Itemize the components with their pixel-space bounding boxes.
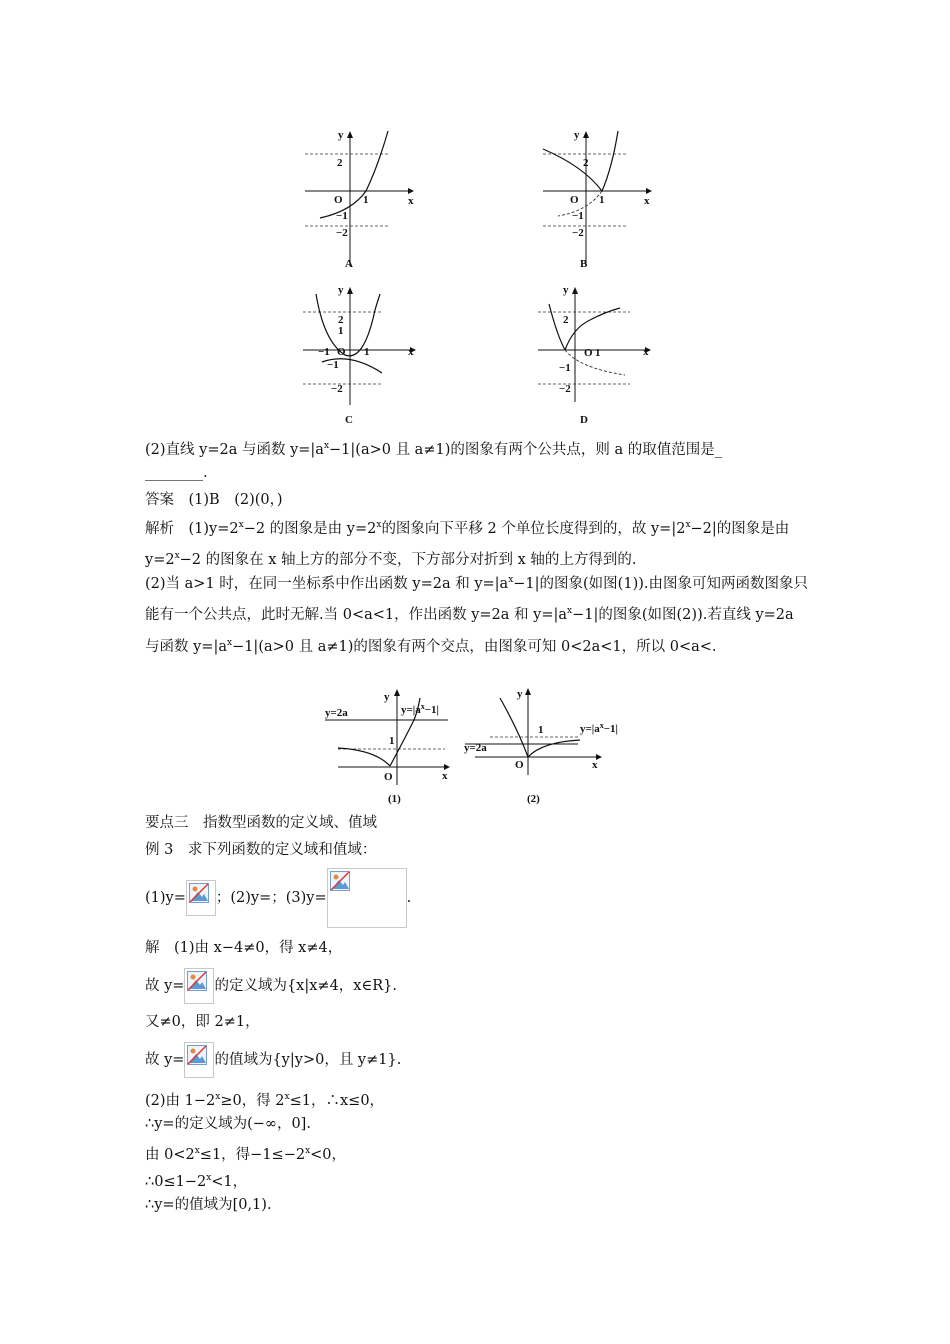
tick-label: 2 [583, 157, 589, 169]
section-title: 要点三 指数型函数的定义域、值域 [145, 815, 377, 831]
solution-line-2: 故 y= 的定义域为{x|x≠4，x∈R}. [145, 966, 397, 1006]
tick-label: 1 [595, 347, 601, 359]
x-axis-label: x [592, 759, 598, 771]
figure-caption: D [580, 414, 588, 426]
x-axis-label: x [408, 195, 414, 207]
analysis-figure-2 [460, 680, 630, 808]
solution-line-8: $\therefore 0\le 1-2^x<1$， [145, 1173, 248, 1190]
solution-line-1: 解 (1)由 x−4≠0，得 x≠4， [145, 940, 343, 956]
formula-image [184, 968, 214, 1004]
analysis-part-2: (2)当 a>1 时，在同一坐标系中作出函数 y=2a 和 $y=|a^x-1|$的图象(如图(1)).由图象可知两函数图象只能有一个公共点，此时无解.当 0<a<1，作出函数 y=2a 和 $y=|a^x-1|$的图象(如图(2)).若直线 y=2a 与函数 $y=|a^x-1|(a>0$ 且 a≠1)的图象有两个交点，由图象可知 0<2a<1，所以 0<a<. [145, 575, 808, 655]
tick-label: −2 [572, 227, 584, 239]
tick-label: −1 [572, 210, 584, 222]
origin-label: O [515, 759, 524, 771]
formula-image [184, 1042, 214, 1078]
tick-label: 1 [364, 346, 370, 358]
analysis-figure-1 [320, 680, 460, 808]
tick-label: 2 [338, 314, 344, 326]
line-label: y=2a [464, 742, 487, 754]
graph-option-b [538, 126, 658, 271]
formula-image [186, 880, 216, 916]
tick-label: −1 [318, 346, 330, 358]
figure-caption: A [345, 258, 353, 270]
x-axis-label: x [643, 346, 649, 358]
solution-line-4: 故 y= 的值域为{y|y>0，且 y≠1}. [145, 1040, 401, 1080]
origin-label: O [334, 194, 343, 206]
tick-label: −2 [559, 383, 571, 395]
x-axis-label: x [408, 346, 414, 358]
figure-caption: (1) [388, 793, 401, 805]
formula-image [327, 868, 407, 928]
solution-line-3: 又≠0，即 2≠1， [145, 1014, 260, 1030]
curve-label: $y=|a^x-1|$ [580, 721, 618, 735]
broken-image-icon [187, 971, 207, 991]
graph-option-d [535, 280, 660, 428]
broken-image-icon [189, 883, 209, 903]
y-axis-label: y [338, 129, 344, 141]
solution-line-6: ∴y=的定义域为(−∞，0]. [145, 1116, 311, 1132]
tick-label: −2 [336, 227, 348, 239]
example-items: (1)y= ；(2)y=；(3)y= . [145, 868, 411, 928]
question-2-line-2: ________. [145, 465, 208, 481]
solution-line-5: (2)由 $1-2^x\ge 0$，得 $2^x\le 1$，∴x≤0， [145, 1092, 385, 1109]
broken-image-icon [330, 871, 350, 891]
y-axis-label: y [338, 284, 344, 296]
tick-label: 1 [363, 194, 369, 206]
solution-line-7: 由 $0<2^x\le 1$，得$-1\le-2^x<0$， [145, 1146, 347, 1163]
x-axis-label: x [442, 770, 448, 782]
question-2-line-1: (2)直线 y=2a 与函数 $y=|a^x-1|(a>0$ 且 a≠1)的图象有两个公共点，则 a 的取值范围是_ [145, 441, 722, 458]
origin-label: O [570, 194, 579, 206]
tick-label: 1 [338, 325, 344, 337]
tick-label: 1 [389, 735, 395, 747]
tick-label: −1 [559, 362, 571, 374]
y-axis-label: y [574, 129, 580, 141]
curve-label: $y=|a^x-1|$ [401, 702, 439, 716]
origin-label: O [384, 771, 393, 783]
tick-label: 2 [563, 314, 569, 326]
analysis-part-1: 解析 $(1)y=2^x-2$ 的图象是由 $y=2^x$的图象向下平移 2 个单位长度得到的，故 $y=|2^x-2|$的图象是由 $y=2^x-2$ 的图象在 x 轴上方的部分不变，下方部分对折到 x 轴的上方得到的. [145, 520, 790, 569]
x-axis-label: x [644, 195, 650, 207]
figure-caption: C [345, 414, 353, 426]
y-axis-label: y [384, 691, 390, 703]
origin-label: O [584, 347, 593, 359]
tick-label: −2 [331, 383, 343, 395]
tick-label: 2 [337, 157, 343, 169]
graph-option-a [300, 126, 420, 271]
origin-label: O [337, 346, 346, 358]
tick-label: 1 [538, 724, 544, 736]
tick-label: 1 [599, 194, 605, 206]
line-label: y=2a [325, 707, 348, 719]
y-axis-label: y [517, 688, 523, 700]
tick-label: −1 [327, 359, 339, 371]
y-axis-label: y [563, 284, 569, 296]
figure-caption: (2) [527, 793, 540, 805]
graph-option-c [300, 280, 425, 428]
answer: 答案 (1)B (2)(0，) [145, 492, 283, 508]
broken-image-icon [187, 1045, 207, 1065]
example-title: 例 3 求下列函数的定义域和值域： [145, 842, 377, 858]
tick-label: −1 [336, 210, 348, 222]
figure-caption: B [580, 258, 588, 270]
solution-line-9: ∴y=的值域为[0,1). [145, 1197, 272, 1213]
